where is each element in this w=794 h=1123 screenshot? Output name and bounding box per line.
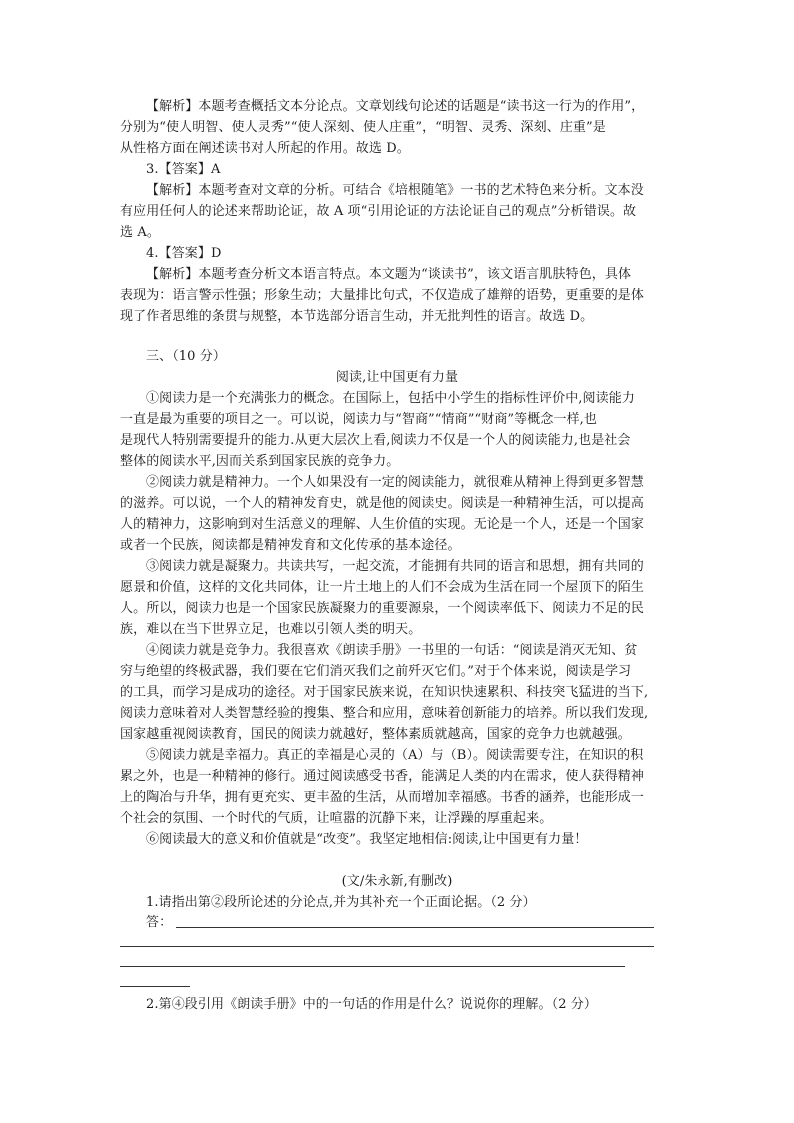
paragraph-line: 是现代人特别需要提升的能力.从更大层次上看,阅读力不仅是一个人的阅读能力,也是社会 — [120, 433, 631, 448]
section-heading: 三、（10 分） — [146, 349, 226, 364]
paragraph-line: 人。所以，阅读力也是一个国家民族凝聚力的重要源泉，一个阅读率低下、阅读力不足的民 — [120, 601, 645, 616]
q2-analysis-line: 从性格方面在阐述读书对人所起的作用。故选 D。 — [120, 141, 410, 156]
q3-answer: 3.【答案】A — [146, 162, 221, 177]
paragraph-line: ⑤阅读力就是幸福力。真正的幸福是心灵的（A）与（B）。阅读需要专注，在知识的积 — [146, 748, 644, 763]
q2-analysis-line: 分别为“使人明智、使人灵秀”“使人深刻、使人庄重”，“明智、灵秀、深刻、庄重”是 — [120, 120, 606, 135]
paragraph-line: 国家越重视阅读教育，国民的阅读力就越好，整体素质就越高，国家的竞争力也就越强。 — [120, 727, 631, 742]
paragraph-line: 整体的阅读水平,因而关系到国家民族的竞争力。 — [120, 454, 400, 469]
paragraph-line: 愿景和价值，这样的文化共同体，让一片土地上的人们不会成为生活在同一个屋顶下的陌生 — [120, 580, 645, 595]
q4-analysis-line: 【解析】本题考查分析文本语言特点。本文题为“谈读书”，该文语言肌肤特色，具体 — [146, 267, 632, 282]
q4-analysis-line: 表现为：语言警示性强；形象生动；大量排比句式，不仅造成了雄辩的语势，更重要的是体 — [120, 288, 645, 303]
paragraph-line: 阅读力意味着对人类智慧经验的搜集、整合和应用，意味着创新能力的培养。所以我们发现, — [120, 706, 649, 721]
q3-analysis-line: 【解析】本题考查对文章的分析。可结合《培根随笔》一书的艺术特色来分析。文本没 — [146, 183, 644, 198]
q3-analysis-line: 有应用任何人的论述来帮助论证，故 A 项“引用论证的方法论证自己的观点”分析错误。故 — [120, 204, 637, 219]
paragraph-line: 或者一个民族，阅读都是精神发育和文化传承的基本途径。 — [120, 538, 461, 553]
question-2: 2.第④段引用《朗读手册》中的一句话的作用是什么？说说你的理解。（2 分） — [146, 997, 598, 1012]
paragraph-line: 上的陶冶与升华，拥有更充实、更丰盈的生活，从而增加幸福感。书香的涵养，也能形成一 — [120, 790, 645, 805]
q4-analysis-line: 现了作者思维的条贯与规整，本节选部分语言生动，并无批判性的语言。故选 D。 — [120, 309, 594, 324]
paragraph-line: 人的精神力，这影响到对生活意义的理解、人生价值的实现。无论是一个人，还是一个国家 — [120, 517, 645, 532]
paragraph-line: 穷与绝望的终极武器，我们要在它们消灭我们之前歼灭它们。”对于个体来说，阅读是学习 — [120, 664, 632, 679]
paragraph-line: ②阅读力就是精神力。一个人如果没有一定的阅读能力，就很难从精神上得到更多智慧 — [146, 475, 644, 490]
q2-analysis-line: 【解析】本题考查概括文本分论点。文章划线句论述的话题是“读书这一行为的作用”， — [146, 99, 645, 114]
paragraph-line: 族，难以在当下世界立足，也难以引领人类的明天。 — [120, 622, 422, 637]
paragraph-line: ④阅读力就是竞争力。我很喜欢《朗读手册》一书里的一句话：“阅读是消灭无知、贫 — [146, 643, 638, 658]
answer-line[interactable] — [120, 986, 190, 987]
paragraph-line: 累之外，也是一种精神的修行。通过阅读感受书香，能满足人类的内在需求，使人获得精神 — [120, 769, 645, 784]
q4-answer: 4.【答案】D — [146, 246, 222, 261]
answer-line[interactable] — [120, 966, 625, 967]
answer-label: 答： — [146, 915, 173, 930]
answer-line[interactable] — [176, 927, 654, 928]
article-title: 阅读,让中国更有力量 — [335, 370, 459, 385]
question-1: 1.请指出第②段所论述的分论点,并为其补充一个正面论据。（2 分） — [146, 895, 536, 910]
article-source: (文/朱永新,有删改) — [341, 874, 453, 889]
paragraph-line: ⑥阅读最大的意义和价值就是“改变”。我坚定地相信:阅读,让中国更有力量！ — [146, 832, 588, 847]
paragraph-line: 的工具，而学习是成功的途径。对于国家民族来说，在知识快速累积、科技突飞猛进的当下, — [120, 685, 649, 700]
paragraph-line: ③阅读力就是凝聚力。共读共写，一起交流，才能拥有共同的语言和思想，拥有共同的 — [146, 559, 644, 574]
paragraph-line: 一直是最为重要的项目之一。可以说，阅读力与“智商”“情商”“财商”等概念一样,也 — [120, 412, 598, 427]
paragraph-line: 个社会的氛围、一个时代的气质，让喧嚣的沉静下来，让浮躁的厚重起来。 — [120, 811, 553, 826]
paragraph-line: 的滋养。可以说，一个人的精神发育史，就是他的阅读史。阅读是一种精神生活，可以提高 — [120, 496, 645, 511]
q3-analysis-line: 选 A。 — [120, 225, 160, 240]
answer-line[interactable] — [120, 946, 654, 947]
paragraph-line: ①阅读力是一个充满张力的概念。在国际上，包括中小学生的指标性评价中,阅读能力 — [146, 391, 635, 406]
